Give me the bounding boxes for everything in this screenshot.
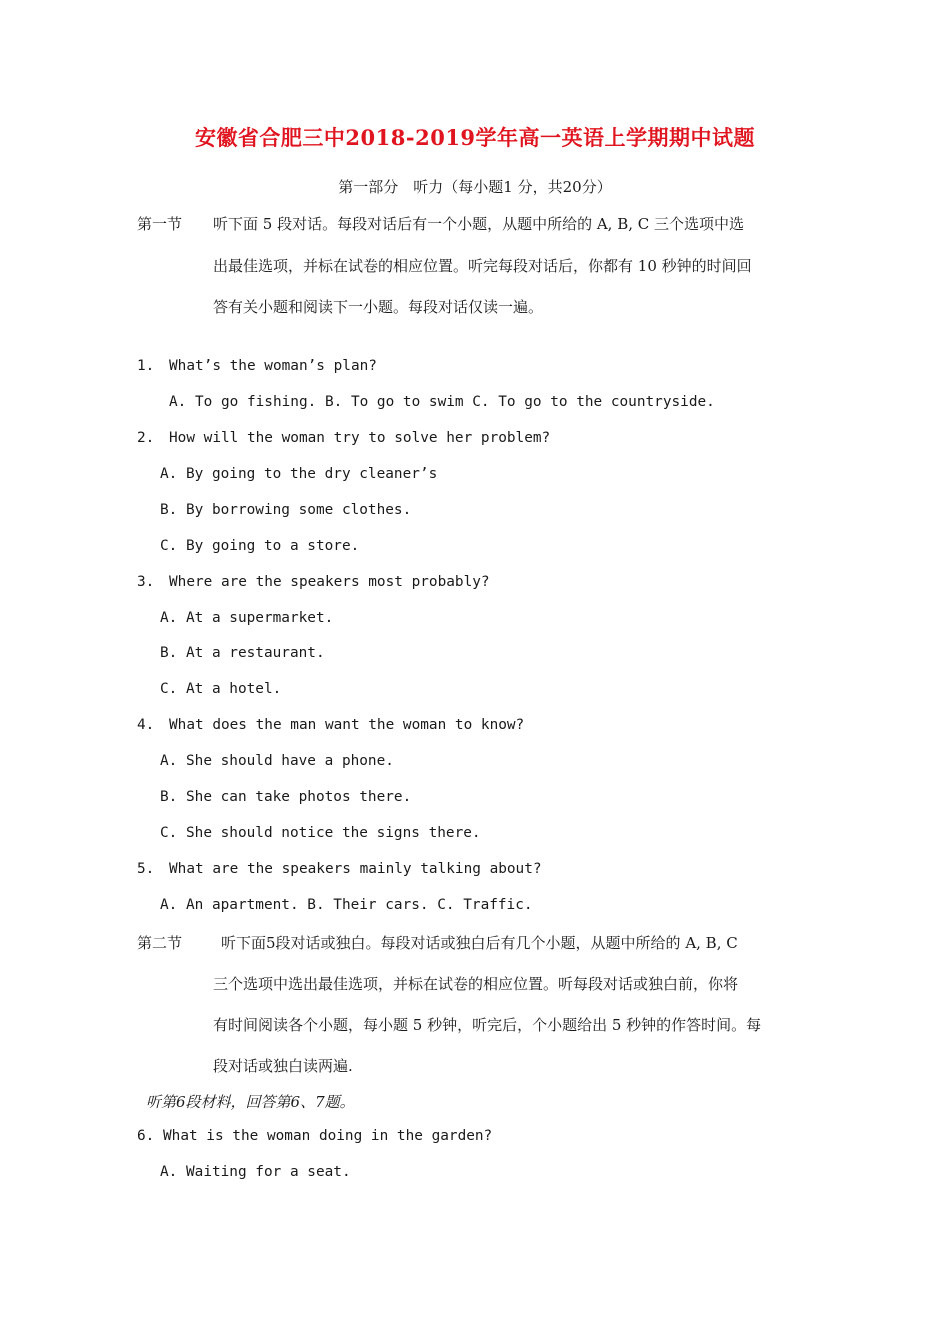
- question-options: A. To go fishing. B. To go to swim C. To go to the countryside.: [169, 394, 715, 410]
- option-a: A. She should have a phone.: [160, 753, 394, 769]
- section2-line-4: 段对话或独白读两遍.: [213, 1057, 353, 1075]
- section2-line-2: 三个选项中选出最佳选项，并标在试卷的相应位置。听每段对话或独白前，你将: [213, 975, 739, 993]
- option-a: A. Waiting for a seat.: [160, 1164, 351, 1180]
- section1-line-1: 听下面 5 段对话。每段对话后有一个小题，从题中所给的 A, B, C 三个选项中选: [213, 215, 745, 233]
- part-one-heading: 第一部分 听力（每小题1 分，共20分）: [338, 178, 612, 196]
- question-text: What does the man want the woman to know?: [169, 717, 525, 733]
- question-text: Where are the speakers most probably?: [169, 574, 490, 590]
- question-number: 5.: [137, 861, 155, 877]
- option-b: B. By borrowing some clothes.: [160, 502, 412, 518]
- question-text: 6. What is the woman doing in the garden?: [137, 1128, 493, 1144]
- page-title: 安徽省合肥三中2018-2019学年高一英语上学期期中试题: [194, 125, 756, 150]
- section1-line-3: 答有关小题和阅读下一小题。每段对话仅读一遍。: [213, 298, 544, 316]
- question-text: What’s the woman’s plan?: [169, 358, 377, 374]
- section1-label: 第一节: [137, 215, 183, 233]
- section2-line-3: 有时间阅读各个小题，每小题 5 秒钟，听完后，个小题给出 5 秒钟的作答时间。每: [213, 1016, 762, 1034]
- option-c: C. At a hotel.: [160, 681, 282, 697]
- question-number: 3.: [137, 574, 155, 590]
- question-number: 1.: [137, 358, 155, 374]
- option-b: B. At a restaurant.: [160, 645, 325, 661]
- option-a: A. At a supermarket.: [160, 610, 334, 626]
- section1-line-2: 出最佳选项，并标在试卷的相应位置。听完每段对话后，你都有 10 秒钟的时间回: [213, 257, 752, 275]
- option-b: B. She can take photos there.: [160, 789, 412, 805]
- section2-label: 第二节: [137, 934, 183, 952]
- option-c: C. By going to a store.: [160, 538, 360, 554]
- option-c: C. She should notice the signs there.: [160, 825, 481, 841]
- question-number: 4.: [137, 717, 155, 733]
- question-number: 2.: [137, 430, 155, 446]
- option-a: A. By going to the dry cleaner’s: [160, 466, 438, 482]
- material-instruction: 听第6段材料，回答第6、7题。: [146, 1093, 355, 1111]
- question-text: What are the speakers mainly talking about?: [169, 861, 542, 877]
- question-options: A. An apartment. B. Their cars. C. Traffic.: [160, 897, 533, 913]
- question-text: How will the woman try to solve her problem?: [169, 430, 551, 446]
- section2-line-1: 听下面5段对话或独白。每段对话或独白后有几个小题，从题中所给的 A, B, C: [221, 934, 738, 952]
